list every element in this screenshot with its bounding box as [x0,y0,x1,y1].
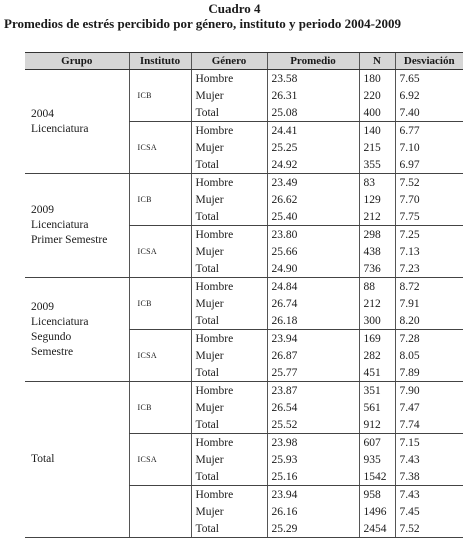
desviacion-cell: 7.25 [395,226,463,244]
promedio-cell: 24.84 [267,278,359,296]
desviacion-cell: 7.45 [395,503,463,520]
grupo-cell [25,278,129,382]
genero-cell: Mujer [191,243,267,260]
desviacion-cell: 7.43 [395,451,463,468]
genero-cell: Mujer [191,191,267,208]
desviacion-cell: 7.65 [395,70,463,88]
promedio-cell: 23.98 [267,434,359,452]
promedio-cell: 26.74 [267,295,359,312]
desviacion-cell: 7.90 [395,382,463,400]
desviacion-cell: 6.92 [395,87,463,104]
genero-cell: Mujer [191,503,267,520]
table-caption [0,0,469,31]
table-row [25,70,463,88]
desviacion-cell: 8.72 [395,278,463,296]
desviacion-cell: 6.77 [395,122,463,140]
promedio-cell: 26.31 [267,87,359,104]
promedio-cell: 23.87 [267,382,359,400]
promedio-cell: 24.92 [267,156,359,174]
n-cell: 1496 [359,503,395,520]
genero-cell: Hombre [191,278,267,296]
n-cell: 88 [359,278,395,296]
desviacion-cell: 7.47 [395,399,463,416]
n-cell: 958 [359,486,395,504]
grupo-cell [25,174,129,278]
instituto-cell: ICSA [129,226,191,278]
promedio-cell: 25.93 [267,451,359,468]
instituto-cell [129,486,191,538]
promedio-cell: 23.80 [267,226,359,244]
promedio-cell: 26.87 [267,347,359,364]
desviacion-cell: 7.10 [395,139,463,156]
grupo-line: Licenciatura [31,315,89,328]
genero-cell: Hombre [191,382,267,400]
desviacion-cell: 7.52 [395,174,463,192]
table-row [25,382,463,400]
genero-cell: Total [191,468,267,486]
desviacion-cell: 8.20 [395,312,463,330]
promedio-cell: 25.16 [267,468,359,486]
instituto-cell: ICSA [129,434,191,486]
genero-cell: Total [191,208,267,226]
promedio-cell: 24.41 [267,122,359,140]
instituto-cell: ICB [129,70,191,122]
n-cell: 438 [359,243,395,260]
instituto-cell: ICB [129,382,191,434]
genero-cell: Hombre [191,434,267,452]
grupo-line: Primer Semestre [31,234,108,246]
genero-cell: Hombre [191,486,267,504]
promedio-cell: 26.62 [267,191,359,208]
genero-cell: Hombre [191,226,267,244]
desviacion-cell: 7.13 [395,243,463,260]
genero-cell: Total [191,312,267,330]
genero-cell: Total [191,260,267,278]
genero-cell: Mujer [191,139,267,156]
n-cell: 607 [359,434,395,452]
header-instituto: Instituto [129,53,191,70]
grupo-line: Semestre [31,345,74,358]
genero-cell: Total [191,416,267,434]
promedio-cell: 25.52 [267,416,359,434]
n-cell: 912 [359,416,395,434]
desviacion-cell: 7.40 [395,104,463,122]
header-desviacion: Desviación [395,53,463,70]
instituto-cell: ICB [129,278,191,330]
genero-cell: Mujer [191,295,267,312]
n-cell: 2454 [359,520,395,538]
desviacion-cell: 7.38 [395,468,463,486]
table-row [25,174,463,192]
desviacion-cell: 8.05 [395,347,463,364]
promedio-cell: 25.08 [267,104,359,122]
n-cell: 220 [359,87,395,104]
promedio-cell: 26.16 [267,503,359,520]
n-cell: 169 [359,330,395,348]
n-cell: 736 [359,260,395,278]
genero-cell: Total [191,104,267,122]
grupo-cell [25,70,129,174]
genero-cell: Hombre [191,174,267,192]
promedio-cell: 25.77 [267,364,359,382]
promedio-cell: 23.94 [267,330,359,348]
genero-cell: Mujer [191,87,267,104]
n-cell: 180 [359,70,395,88]
desviacion-cell: 7.74 [395,416,463,434]
instituto-cell: ICSA [129,122,191,174]
n-cell: 215 [359,139,395,156]
desviacion-cell: 7.91 [395,295,463,312]
genero-cell: Hombre [191,330,267,348]
genero-cell: Mujer [191,399,267,416]
promedio-cell: 26.18 [267,312,359,330]
header-grupo: Grupo [25,53,129,70]
table-row [25,278,463,296]
desviacion-cell: 7.70 [395,191,463,208]
genero-cell: Total [191,156,267,174]
n-cell: 355 [359,156,395,174]
n-cell: 140 [359,122,395,140]
n-cell: 212 [359,208,395,226]
desviacion-cell: 7.89 [395,364,463,382]
promedio-cell: 25.40 [267,208,359,226]
desviacion-cell: 7.43 [395,486,463,504]
n-cell: 300 [359,312,395,330]
n-cell: 400 [359,104,395,122]
n-cell: 1542 [359,468,395,486]
n-cell: 561 [359,399,395,416]
n-cell: 451 [359,364,395,382]
promedio-cell: 23.49 [267,174,359,192]
promedio-cell: 25.29 [267,520,359,538]
grupo-line: Licenciatura [31,219,89,231]
genero-cell: Total [191,520,267,538]
genero-cell: Hombre [191,70,267,88]
grupo-line: 2009 [31,204,54,216]
instituto-cell: ICSA [129,330,191,382]
n-cell: 935 [359,451,395,468]
promedio-cell: 23.58 [267,70,359,88]
genero-cell: Total [191,364,267,382]
grupo-line: 2004 [31,107,54,120]
stress-table [25,52,463,538]
grupo-line: Licenciatura [31,122,89,135]
grupo-line: Total [31,453,55,465]
grupo-cell [25,382,129,538]
grupo-line: 2009 [31,300,54,313]
header-promedio: Promedio [267,53,359,70]
header-genero: Género [191,53,267,70]
genero-cell: Mujer [191,347,267,364]
promedio-cell: 24.90 [267,260,359,278]
table-number: Cuadro 4 [208,1,261,16]
n-cell: 351 [359,382,395,400]
table-title: Promedios de estrés percibido por género, instituto y periodo 2004-2009 [4,16,401,31]
desviacion-cell: 6.97 [395,156,463,174]
n-cell: 298 [359,226,395,244]
instituto-cell: ICB [129,174,191,226]
grupo-line: Segundo [31,330,72,343]
promedio-cell: 26.54 [267,399,359,416]
desviacion-cell: 7.15 [395,434,463,452]
header-n: N [359,53,395,70]
genero-cell: Hombre [191,122,267,140]
n-cell: 282 [359,347,395,364]
header-row [25,53,463,70]
table-body [25,70,463,538]
genero-cell: Mujer [191,451,267,468]
promedio-cell: 23.94 [267,486,359,504]
desviacion-cell: 7.52 [395,520,463,538]
desviacion-cell: 7.75 [395,208,463,226]
n-cell: 212 [359,295,395,312]
promedio-cell: 25.25 [267,139,359,156]
n-cell: 83 [359,174,395,192]
promedio-cell: 25.66 [267,243,359,260]
n-cell: 129 [359,191,395,208]
desviacion-cell: 7.28 [395,330,463,348]
desviacion-cell: 7.23 [395,260,463,278]
